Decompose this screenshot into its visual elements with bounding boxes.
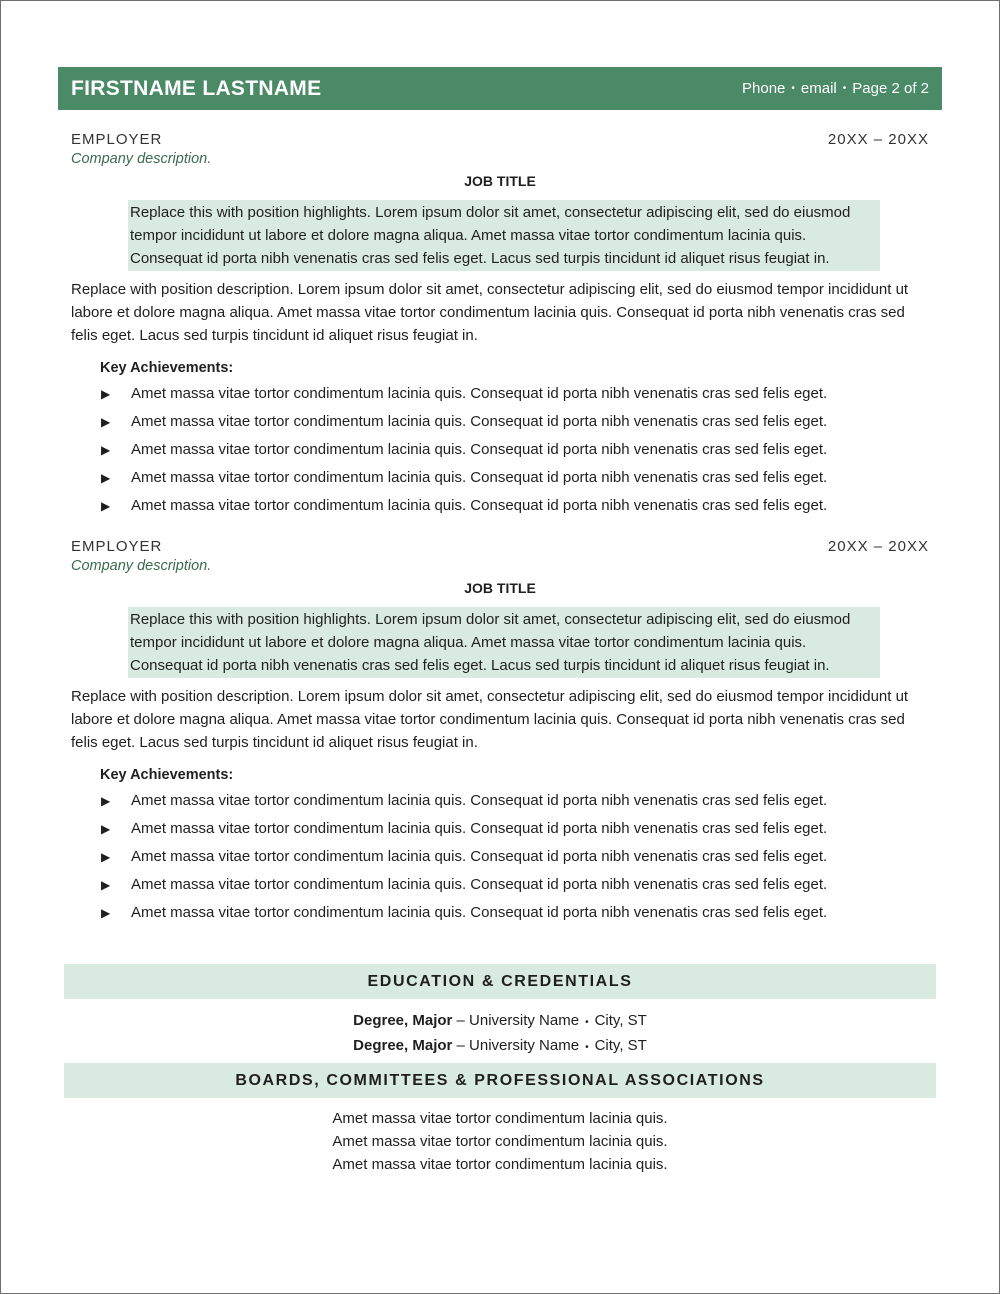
achievement-text: Amet massa vitae tortor condimentum lacinia quis. Consequat id porta nibh venenatis cras sed felis eget. (131, 848, 828, 865)
arrow-bullet-icon: ▶ (101, 878, 111, 892)
company-description: Company description. (71, 558, 212, 574)
achievement-item (71, 380, 929, 408)
achievement-item (71, 408, 929, 436)
arrow-bullet-icon: ▶ (101, 850, 111, 864)
page-number: Page 2 of 2 (852, 80, 929, 97)
job-entry (71, 131, 929, 520)
education-heading: EDUCATION & CREDENTIALS (64, 964, 936, 999)
employment-dates: 20XX – 20XX (827, 131, 929, 148)
achievement-item (71, 871, 929, 899)
job-entry (71, 538, 929, 927)
education-item (0, 1034, 1000, 1059)
job-title: JOB TITLE (464, 580, 536, 596)
board-item: Amet massa vitae tortor condimentum lacinia quis. (332, 1156, 668, 1173)
job-title: JOB TITLE (464, 173, 536, 189)
achievement-item (71, 815, 929, 843)
email-text: email (800, 80, 837, 97)
degree: Degree, Major (353, 1037, 453, 1054)
achievement-item (71, 843, 929, 871)
achievement-text: Amet massa vitae tortor condimentum lacinia quis. Consequat id porta nibh venenatis cras sed felis eget. (131, 497, 828, 514)
achievement-list (71, 787, 929, 927)
board-item: Amet massa vitae tortor condimentum lacinia quis. (332, 1133, 668, 1150)
achievement-item (71, 899, 929, 927)
achievement-text: Amet massa vitae tortor condimentum lacinia quis. Consequat id porta nibh venenatis cras sed felis eget. (131, 820, 828, 837)
bullet-dot-icon: • (585, 1017, 589, 1028)
arrow-bullet-icon: ▶ (101, 906, 111, 920)
achievement-text: Amet massa vitae tortor condimentum lacinia quis. Consequat id porta nibh venenatis cras sed felis eget. (131, 469, 828, 486)
employer-name: EMPLOYER (71, 131, 163, 148)
position-highlights: Replace this with position highlights. Lorem ipsum dolor sit amet, consectetur adipiscing elit, sed do eiusmod tempor incididunt ut labore et dolore magna aliqua. Amet massa vitae tortor condimentum lacinia quis. Consequat id porta nibh venenatis cras sed felis eget. Lacus sed turpis tincidunt id aliquet risus feugiat in. (128, 607, 880, 678)
company-description: Company description. (71, 151, 212, 167)
phone-text: Phone (742, 80, 786, 97)
arrow-bullet-icon: ▶ (101, 387, 111, 401)
boards-heading: BOARDS, COMMITTEES & PROFESSIONAL ASSOCIATIONS (64, 1063, 936, 1098)
achievement-item (71, 436, 929, 464)
achievement-text: Amet massa vitae tortor condimentum lacinia quis. Consequat id porta nibh venenatis cras sed felis eget. (131, 413, 828, 430)
arrow-bullet-icon: ▶ (101, 794, 111, 808)
key-achievements-label: Key Achievements: (100, 767, 234, 783)
university-name: – University Name (456, 1012, 580, 1029)
header-contact (742, 80, 929, 97)
key-achievements-label: Key Achievements: (100, 360, 234, 376)
university-name: – University Name (456, 1037, 580, 1054)
achievement-item (71, 492, 929, 520)
position-description: Replace with position description. Lorem ipsum dolor sit amet, consectetur adipiscing elit, sed do eiusmod tempor incididunt ut labore et dolore magna aliqua. Amet massa vitae tortor condimentum lacinia quis. Consequat id porta nibh venenatis cras sed felis eget. Lacus sed turpis tincidunt id aliquet risus feugiat in. (71, 281, 909, 344)
header-bar (58, 67, 942, 110)
location: City, ST (594, 1037, 647, 1054)
achievement-text: Amet massa vitae tortor condimentum lacinia quis. Consequat id porta nibh venenatis cras sed felis eget. (131, 792, 828, 809)
position-description: Replace with position description. Lorem ipsum dolor sit amet, consectetur adipiscing elit, sed do eiusmod tempor incididunt ut labore et dolore magna aliqua. Amet massa vitae tortor condimentum lacinia quis. Consequat id porta nibh venenatis cras sed felis eget. Lacus sed turpis tincidunt id aliquet risus feugiat in. (71, 688, 909, 751)
achievement-text: Amet massa vitae tortor condimentum lacinia quis. Consequat id porta nibh venenatis cras sed felis eget. (131, 904, 828, 921)
education-list (0, 1009, 1000, 1059)
employer-row (71, 131, 929, 148)
achievement-item (71, 787, 929, 815)
boards-list (0, 1107, 1000, 1176)
achievement-list (71, 380, 929, 520)
employer-row (71, 538, 929, 555)
achievement-text: Amet massa vitae tortor condimentum lacinia quis. Consequat id porta nibh venenatis cras sed felis eget. (131, 441, 828, 458)
candidate-name: FIRSTNAME LASTNAME (71, 76, 322, 100)
bullet-dot-icon: • (585, 1042, 589, 1053)
arrow-bullet-icon: ▶ (101, 443, 111, 457)
arrow-bullet-icon: ▶ (101, 499, 111, 513)
arrow-bullet-icon: ▶ (101, 822, 111, 836)
bullet-dot-icon: • (842, 83, 847, 94)
location: City, ST (594, 1012, 647, 1029)
education-item (0, 1009, 1000, 1034)
employer-name: EMPLOYER (71, 538, 163, 555)
achievement-text: Amet massa vitae tortor condimentum lacinia quis. Consequat id porta nibh venenatis cras sed felis eget. (131, 385, 828, 402)
achievement-item (71, 464, 929, 492)
arrow-bullet-icon: ▶ (101, 471, 111, 485)
degree: Degree, Major (353, 1012, 453, 1029)
arrow-bullet-icon: ▶ (101, 415, 111, 429)
position-highlights: Replace this with position highlights. Lorem ipsum dolor sit amet, consectetur adipiscing elit, sed do eiusmod tempor incididunt ut labore et dolore magna aliqua. Amet massa vitae tortor condimentum lacinia quis. Consequat id porta nibh venenatis cras sed felis eget. Lacus sed turpis tincidunt id aliquet risus feugiat in. (128, 200, 880, 271)
board-item: Amet massa vitae tortor condimentum lacinia quis. (332, 1110, 668, 1127)
achievement-text: Amet massa vitae tortor condimentum lacinia quis. Consequat id porta nibh venenatis cras sed felis eget. (131, 876, 828, 893)
employment-dates: 20XX – 20XX (827, 538, 929, 555)
bullet-dot-icon: • (791, 83, 795, 94)
